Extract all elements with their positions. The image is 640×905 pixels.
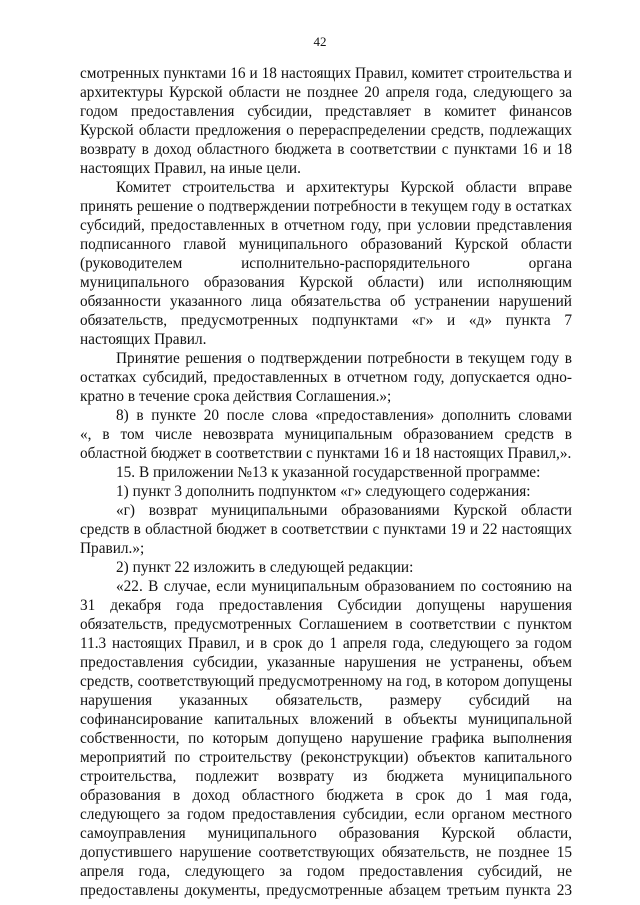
text-line: собственности, по которым допущено нарушение графика выполнения xyxy=(80,730,572,747)
text-line: Курской области предложения о перераспределении средств, подлежащих xyxy=(80,122,572,139)
text-line: смотренных пунктами 16 и 18 настоящих Правил, комитет строительства и xyxy=(80,65,572,82)
document-body xyxy=(80,64,572,900)
text-line: (руководителем исполнительно-распорядительного органа xyxy=(80,255,572,272)
text-line: 2) пункт 22 изложить в следующей редакции: xyxy=(116,559,414,576)
text-line: самоуправления муниципального образования Курской области, xyxy=(80,825,572,842)
text-line: образования в доход областного бюджета в срок до 1 мая года, xyxy=(80,787,572,804)
text-line: «, в том числе невозврата муниципальным образованием средств в xyxy=(80,426,572,443)
text-line: предоставлены документы, предусмотренные абзацем третьим пункта 23 xyxy=(80,882,572,899)
text-line: настоящих Правил, на иные цели. xyxy=(80,160,301,177)
text-line: 11.3 настоящих Правил, и в срок до 1 апреля года, следующего за годом xyxy=(80,635,572,652)
text-line: 15. В приложении №13 к указанной государственной программе: xyxy=(116,464,541,481)
text-line: софинансирование капитальных вложений в объекты муниципальной xyxy=(80,711,572,728)
text-line: нарушения указанных обязательств, размеру субсидий на xyxy=(80,692,572,709)
text-line: Принятие решения о подтверждении потребности в текущем году в xyxy=(116,350,572,367)
text-line: «г) возврат муниципальными образованиями Курской области xyxy=(116,502,572,519)
text-line: настоящих Правил. xyxy=(80,331,207,348)
text-line: остатках субсидий, предоставленных в отчетном году, допускается одно- xyxy=(80,369,572,386)
text-line: допустившего нарушение соответствующих обязательств, не позднее 15 xyxy=(80,844,572,861)
text-line: «22. В случае, если муниципальным образованием по состоянию на xyxy=(116,578,572,595)
text-line: 31 декабря года предоставления Субсидии допущены нарушения xyxy=(80,597,572,614)
text-line: обязательств, предусмотренных Соглашением в соответствии с пунктом xyxy=(80,616,572,633)
text-line: средств в областной бюджет в соответствии с пунктами 19 и 22 настоящих xyxy=(80,521,572,538)
page-number: 42 xyxy=(313,34,327,49)
text-line: средств, соответствующий предусмотренному на год, в котором допущены xyxy=(80,673,572,690)
text-line: субсидий, предоставленных в отчетном году, при условии представления xyxy=(80,217,572,234)
text-line: обязательств, предусмотренных подпунктами «г» и «д» пункта 7 xyxy=(80,312,572,329)
text-line: апреля года, следующего за годом предоставления субсидий, не xyxy=(80,863,572,880)
text-line: областной бюджет в соответствии с пунктами 16 и 18 настоящих Правил,». xyxy=(80,445,572,462)
text-line: муниципального образования Курской области) или исполняющим xyxy=(80,274,572,291)
text-line: возврату в доход областного бюджета в соответствии с пунктами 16 и 18 xyxy=(80,141,572,158)
text-line: мероприятий по строительству (реконструкции) объектов капитального xyxy=(80,749,572,766)
text-line: архитектуры Курской области не позднее 20 апреля года, следующего за xyxy=(80,84,572,101)
text-line: следующего за годом предоставления субсидии, если органом местного xyxy=(80,806,572,823)
text-line: строительства, подлежит возврату из бюджета муниципального xyxy=(80,768,572,785)
text-line: подписанного главой муниципального образований Курской области xyxy=(80,236,572,253)
text-line: годом предоставления субсидии, представляет в комитет финансов xyxy=(80,103,572,120)
text-line: принять решение о подтверждении потребности в текущем году в остатках xyxy=(80,198,572,215)
text-line: Комитет строительства и архитектуры Курской области вправе xyxy=(116,179,572,196)
text-line: кратно в течение срока действия Соглашения.»; xyxy=(80,388,392,405)
text-line: обязанности указанного лица обязательства об устранении нарушений xyxy=(80,293,572,310)
text-line: Правил.»; xyxy=(80,540,145,557)
text-line: 1) пункт 3 дополнить подпунктом «г» следующего содержания: xyxy=(116,483,531,500)
text-line: предоставления субсидии, указанные нарушения не устранены, объем xyxy=(80,654,572,671)
text-line: 8) в пункте 20 после слова «предоставления» дополнить словами xyxy=(116,407,572,424)
